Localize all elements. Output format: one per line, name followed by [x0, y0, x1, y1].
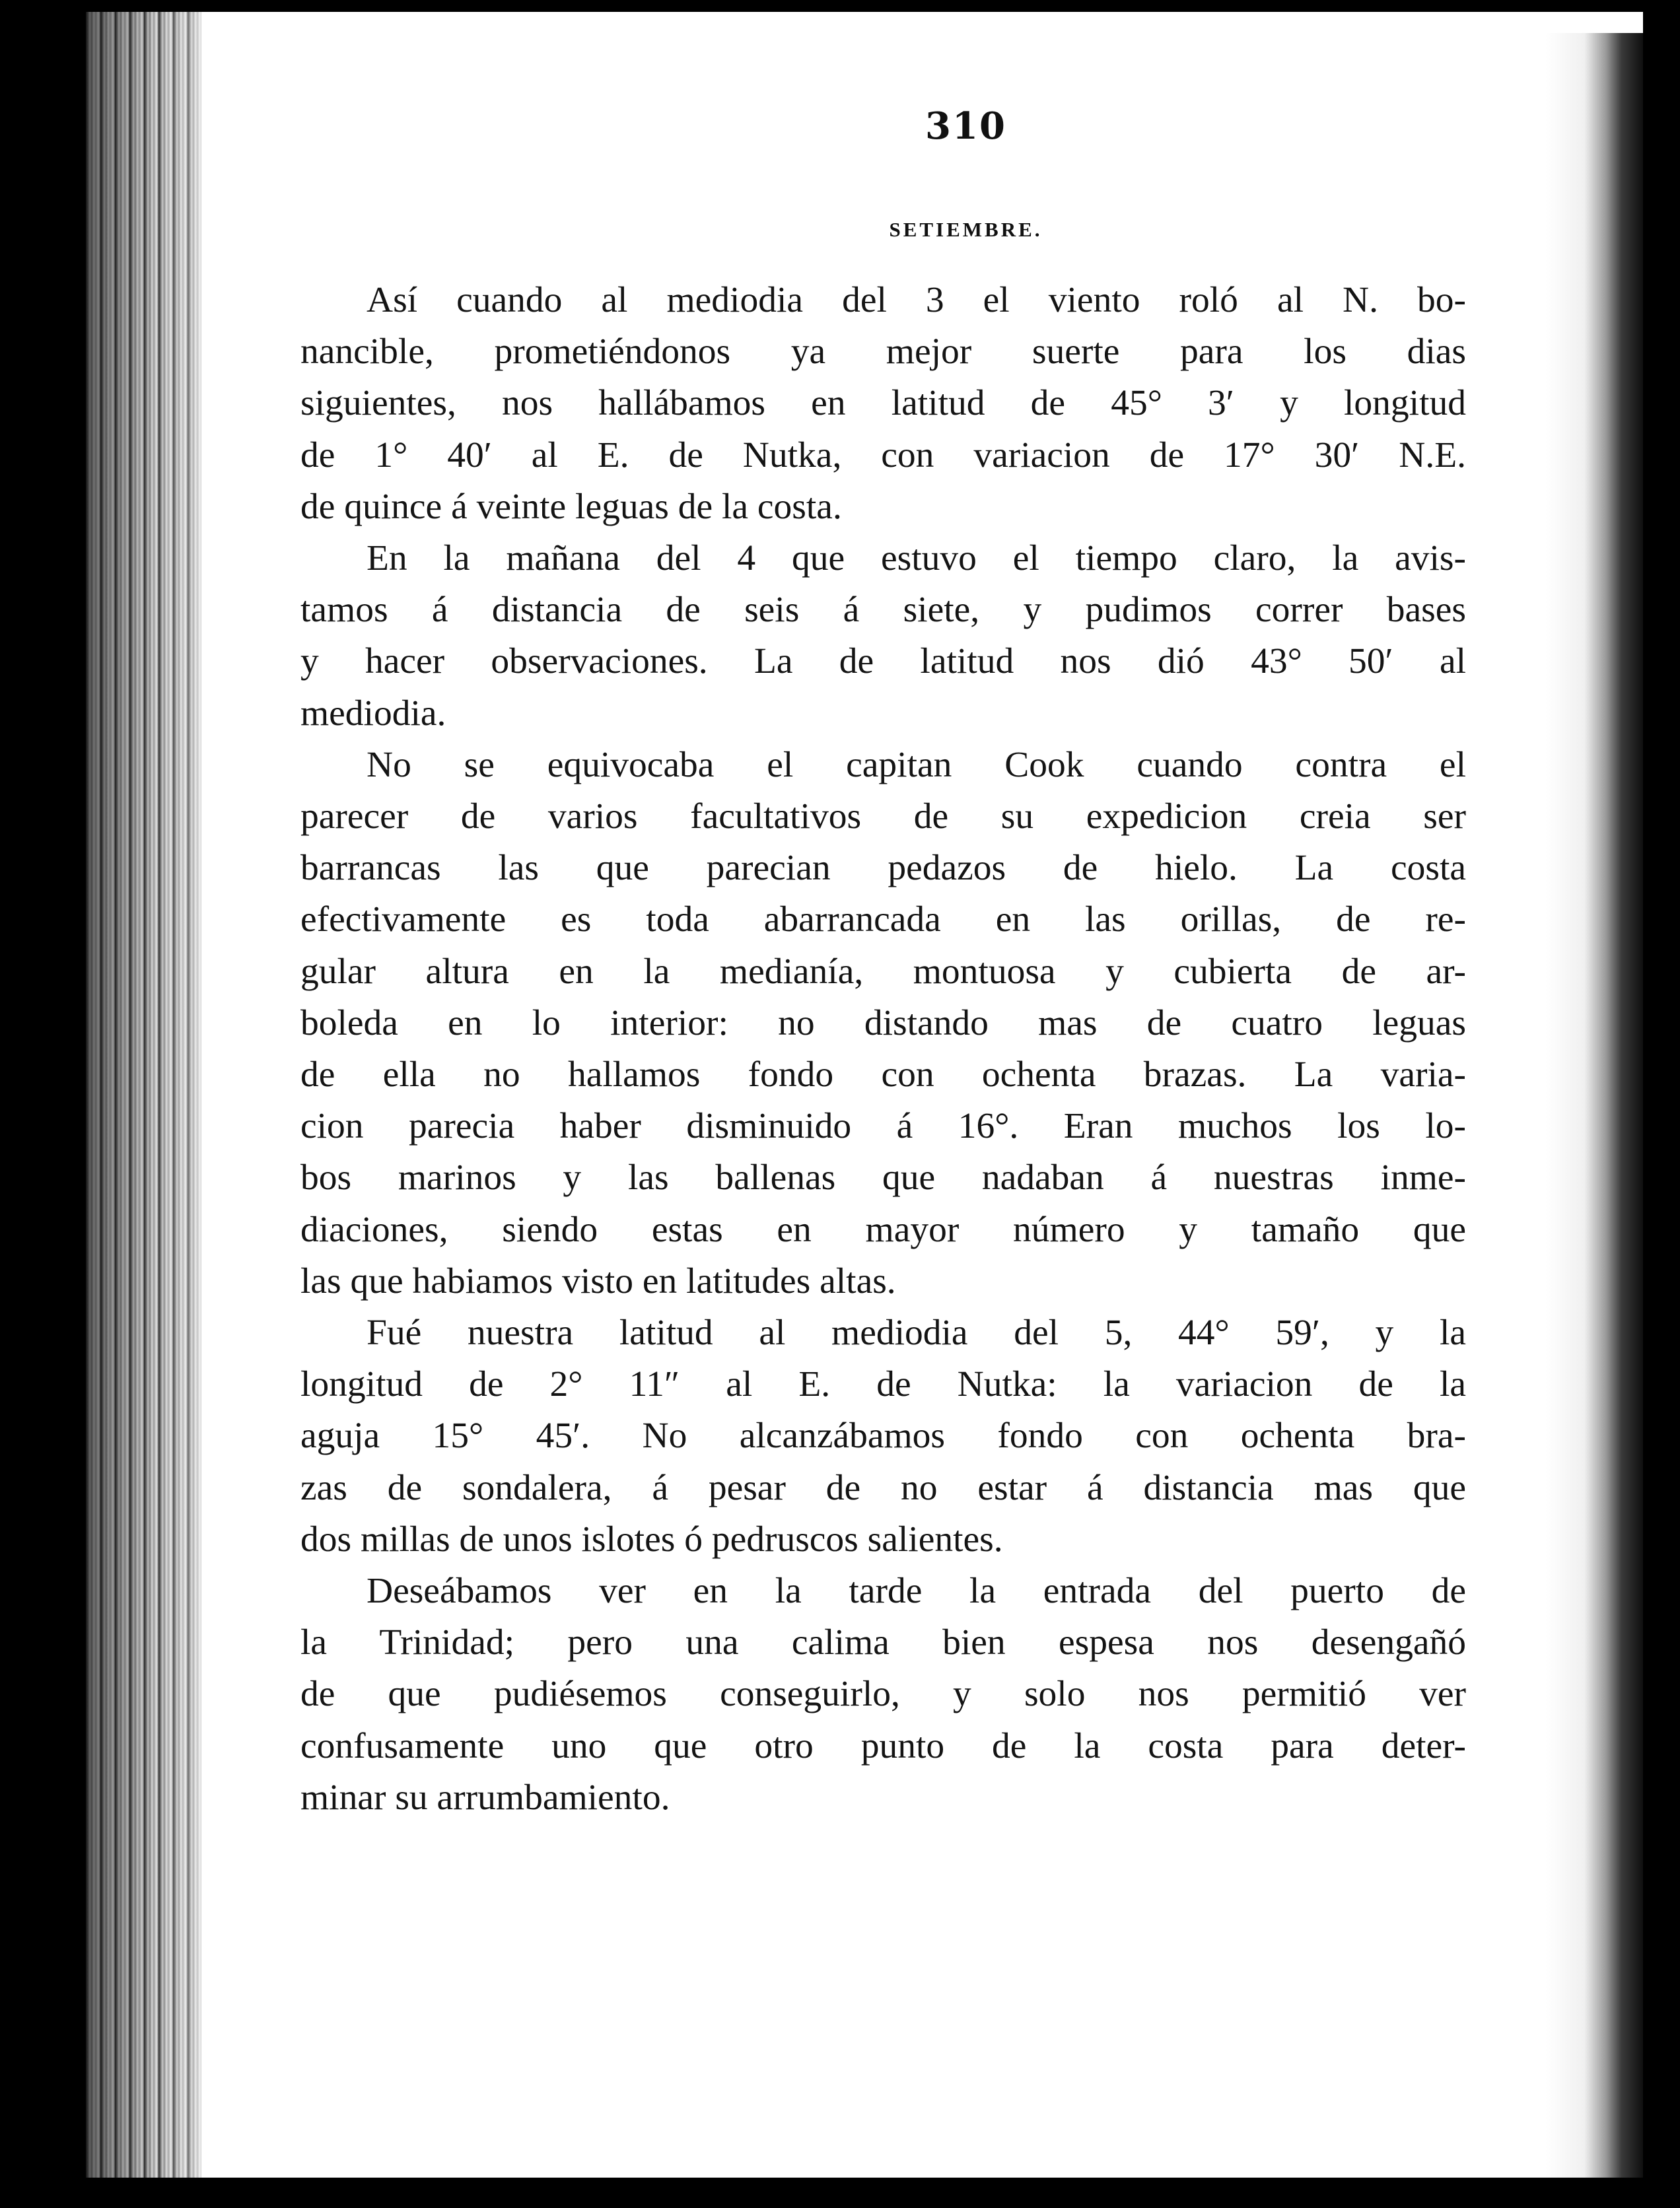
text-line: efectivamente es toda abarrancada en las orillas, de re- — [300, 899, 1466, 940]
text-line: la Trinidad; pero una calima bien espesa nos desengañó — [300, 1622, 1466, 1663]
text-line: diaciones, siendo estas en mayor número y tamaño que — [300, 1209, 1466, 1250]
paragraph — [300, 740, 1466, 1307]
text-line: longitud de 2° 11″ al E. de Nutka: la variacion de la — [300, 1364, 1466, 1405]
text-line: de que pudiésemos conseguirlo, y solo nos permitió ver — [300, 1674, 1466, 1715]
paragraph — [300, 275, 1466, 533]
text-line: cion parecia haber disminuido á 16°. Eran muchos los lo- — [300, 1106, 1466, 1147]
text-line: Fué nuestra latitud al mediodia del 5, 44° 59′, y la — [367, 1313, 1466, 1354]
scan-border-left — [0, 0, 86, 2208]
text-line: zas de sondalera, á pesar de no estar á distancia mas que — [300, 1467, 1466, 1508]
scan-border-top — [0, 0, 1680, 12]
text-line: confusamente uno que otro punto de la costa para deter- — [300, 1725, 1466, 1766]
text-line: siguientes, nos hallábamos en latitud de 45° 3′ y longitud — [300, 383, 1466, 424]
text-line: aguja 15° 45′. No alcanzábamos fondo con ochenta bra- — [300, 1416, 1466, 1457]
text-line: gular altura en la medianía, montuosa y cubierta de ar- — [300, 951, 1466, 992]
text-line: minar su arrumbamiento. — [300, 1777, 670, 1818]
text-line: y hacer observaciones. La de latitud nos dió 43° 50′ al — [300, 641, 1466, 682]
text-line: nancible, prometiéndonos ya mejor suerte para los dias — [300, 331, 1466, 372]
book-right-edge — [1545, 33, 1643, 2178]
text-line: mediodia. — [300, 693, 446, 734]
paragraph — [300, 1307, 1466, 1566]
text-line: boleda en lo interior: no distando mas de cuatro leguas — [300, 1002, 1466, 1043]
scan-border-bottom — [0, 2178, 1680, 2208]
text-line: No se equivocaba el capitan Cook cuando contra el — [367, 744, 1466, 785]
text-line: de 1° 40′ al E. de Nutka, con variacion de 17° 30′ N.E. — [300, 434, 1466, 475]
text-line: Deseábamos ver en la tarde la entrada del puerto de — [367, 1571, 1466, 1612]
text-line: En la mañana del 4 que estuvo el tiempo claro, la avis- — [367, 538, 1466, 579]
paragraph — [300, 533, 1466, 740]
running-head: SETIEMBRE. — [889, 218, 1043, 241]
scan-border-right — [1643, 0, 1680, 2208]
text-line: dos millas de unos islotes ó pedruscos salientes. — [300, 1519, 1003, 1560]
text-line: Así cuando al mediodia del 3 el viento roló al N. bo- — [367, 280, 1466, 320]
text-line: las que habiamos visto en latitudes altas. — [300, 1260, 896, 1301]
text-line: de quince á veinte leguas de la costa. — [300, 486, 842, 527]
text-line: tamos á distancia de seis á siete, y pudimos correr bases — [300, 590, 1466, 631]
text-line: parecer de varios facultativos de su expedicion creia ser — [300, 796, 1466, 837]
book-page-edges — [86, 12, 201, 2178]
body-text — [300, 275, 1466, 1824]
text-line: de ella no hallamos fondo con ochenta brazas. La varia- — [300, 1054, 1466, 1095]
text-line: bos marinos y las ballenas que nadaban á nuestras inme- — [300, 1157, 1466, 1198]
paragraph — [300, 1566, 1466, 1824]
text-line: barrancas las que parecian pedazos de hielo. La costa — [300, 848, 1466, 889]
page-number: 310 — [925, 104, 1006, 148]
